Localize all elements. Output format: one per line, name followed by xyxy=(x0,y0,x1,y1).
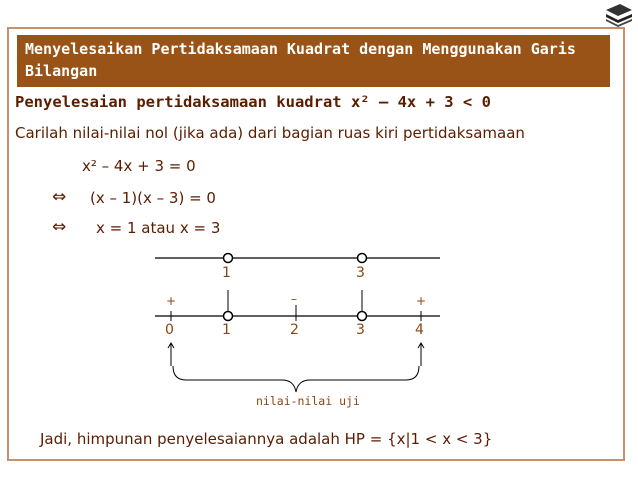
zero-point-1 xyxy=(224,254,233,263)
tick-label-4: 4 xyxy=(415,322,424,338)
brace xyxy=(173,366,419,392)
instruction-text: Carilah nilai-nilai nol (jika ada) dari bagian ruas kiri pertidaksamaan xyxy=(15,124,525,142)
open-point-1 xyxy=(224,312,233,321)
sign-minus: – xyxy=(291,292,297,306)
tick-label-3: 3 xyxy=(356,322,365,338)
upper-label-1: 1 xyxy=(222,265,231,281)
equivalence-symbol: ⇔ xyxy=(52,217,67,237)
sign-plus-right: + xyxy=(416,294,427,308)
tick-label-1: 1 xyxy=(222,322,231,338)
answer-text: Jadi, himpunan penyelesaiannya adalah HP = {x|1 < x < 3} xyxy=(40,430,493,448)
sign-plus-left: + xyxy=(166,294,177,308)
problem-heading: Penyelesaian pertidaksamaan kuadrat x² – 4x + 3 < 0 xyxy=(15,93,491,111)
step-2-equation: (x – 1)(x – 3) = 0 xyxy=(90,189,216,207)
zero-point-3 xyxy=(358,254,367,263)
open-point-3 xyxy=(358,312,367,321)
tick-label-2: 2 xyxy=(290,322,299,338)
tick-label-0: 0 xyxy=(165,322,174,338)
test-values-label: nilai-nilai uji xyxy=(256,394,360,408)
equivalence-symbol: ⇔ xyxy=(52,187,67,207)
step-3-equation: x = 1 atau x = 3 xyxy=(96,219,221,237)
step-1-equation: x² – 4x + 3 = 0 xyxy=(82,157,196,175)
slide-title: Menyelesaikan Pertidaksamaan Kuadrat dengan Menggunakan Garis Bilangan xyxy=(17,35,610,87)
upper-label-3: 3 xyxy=(356,265,365,281)
